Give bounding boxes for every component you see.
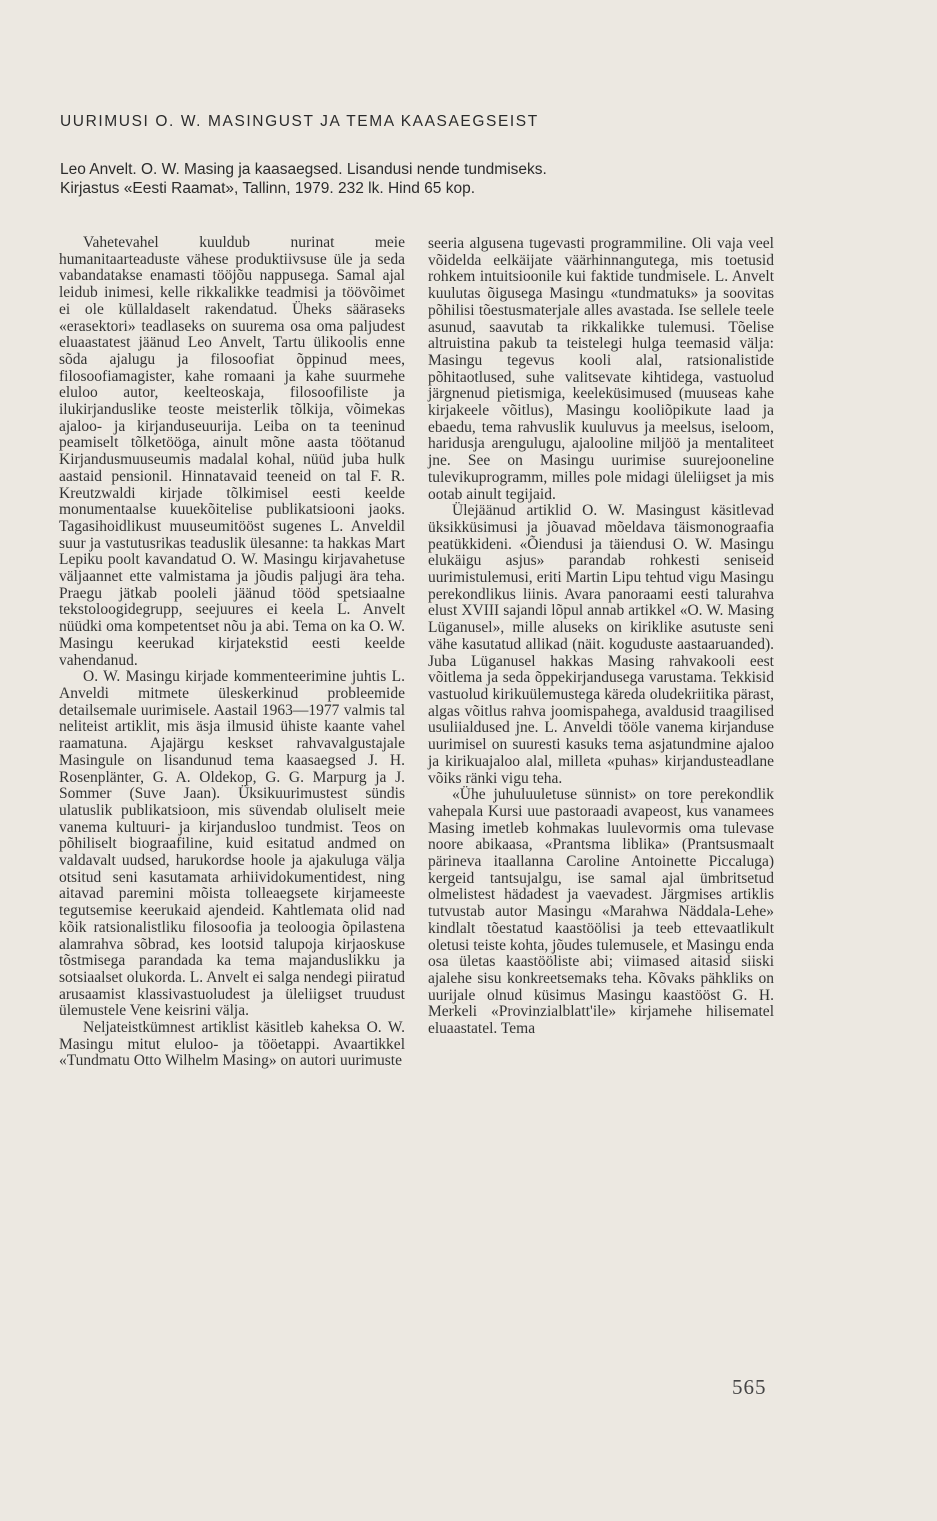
paragraph: Ülejäänud artiklid O. W. Masingust käsitlevad üksikküsimusi ja jõuavad mõeldava täismonograafia peatükkideni. «Õiendusi ja täiendusi O. W. Masingu elukäigu asjus» parandab rohkesti seniseid uurimistulemusi, eriti Martin Lipu tehtud vigu Masingu perekondlikus liinis. Avara panoraami eesti talurahva elust XVIII sajandi lõpul annab artikkel «O. W. Masing Lüganusel», mille aluseks on kiriklike asutuste seni vähe kasutatud allikad (näit. koguduste aastaaruanded). Juba Lüganusel hakkas Masing rahvakooli eest võitlema ja seda õppekirjandusega varustama. Tekkisid vastuolud kirikuülemustega käreda oludekriitika pärast, algas võitlus rahva joomispahega, avaldusid traagilised usuliialdused jne. L. Anveldi tööle vanema kirjanduse uurimisel on suuresti kasuks tema asjatundmine ajaloo ja kirikuajaloo alal, milleta «puhas» kirjandusteadlane võiks ränki vigu teha. — [428, 502, 774, 787]
paragraph: «Ühe juhuluuletuse sünnist» on tore perekondlik vahepala Kursi uue pastoraadi avapeost, kus vanamees Masing imetleb kohmakas luulevormis oma tulevase noore abikaasa, «Prantsma liblika» (Prantsusmaalt pärineva itaallanna Caroline Antoinette Piccaluga) kergeid tantsujalgu, ise samal ajal ümbritsetud olmelistest hädadest ja vaevadest. Järgmises artiklis tutvustab autor Masingu «Marahwa Näddala-Lehe» kindlalt tõestatud kaastöölisi ja teeb ettevaatlikult oletusi teiste kohta, jõudes tulemusele, et Masingu enda osa ületas kaastööliste abi; viimased aitasid siiski ajalehe sisu konkreetsemaks teha. Kõvaks pähkliks on uurijale olnud küsimus Masingu kaastööst G. H. Merkeli «Provinzialblatt'ile» kirjamehe hilisematel eluaastatel. Tema — [428, 786, 774, 1038]
paragraph: Neljateistkümnest artiklist käsitleb kaheksa O. W. Masingu mitut eluloo- ja tööetappi. Avaartikkel «Tundmatu Otto Wilhelm Masing» on autori uurimuste — [59, 1019, 405, 1070]
right-column — [428, 236, 774, 1038]
left-column — [59, 235, 405, 1070]
paragraph: O. W. Masingu kirjade kommenteerimine juhtis L. Anveldi mitmete üleskerkinud probleemide detailsemale uurimisele. Aastail 1963—1977 valmis tal neliteist artiklit, mis äsja ilmusid ühiste kaante vahel raamatuna. Ajajärgu keskset rahvavalgustajale Masingule on lisandunud tema kaasaegsed J. H. Rosenplänter, G. A. Oldekop, G. G. Marpurg ja J. Sommer (Suve Jaan). Üksikuurimustest sündis ulatuslik publikatsioon, mis süvendab oluliselt meie vanema kultuuri- ja kirjandusloo tundmist. Teos on põhiliselt biograafiline, kuid esitatud andmed on valdavalt uudsed, harukordse hoole ja ajakuluga välja otsitud seni kasutamata arhiividokumentidest, ning aitavad paremini mõista tolleaegsete kirjameeste tegutsemise keerukaid ajendeid. Kahtlemata olid nad kõik ratsionalistliku filosoofia ja teoloogia õpilastena alamrahva sõbrad, kes lootsid talupoja kirjaoskuse tõstmisega parandada ka tema majanduslikku ja sotsiaalset olukorda. L. Anvelt ei salga nendegi piiratud arusaamist klassivastuoludest ja üleliigset truudust ülemustele Vene keisrini välja. — [59, 668, 405, 1020]
citation-line: Leo Anvelt. O. W. Masing ja kaasaegsed. Lisandusi nende tundmiseks. — [60, 161, 547, 178]
section-header: UURIMUSI O. W. MASINGUST JA TEMA KAASAEGSEIST — [60, 113, 539, 130]
paragraph: Vahetevahel kuuldub nurinat meie humanitaarteaduste vähese produktiivsuse üle ja seda vabandatakse enamasti tööjõu nappusega. Samal ajal leidub inimesi, kelle rikkalikke teadmisi ja töövõimet ei ole küllaldaselt rakendatud. Üheks sääraseks «erasektori» teadlaseks on suurema osa oma paljudest eluaastatest jäänud Leo Anvelt, Tartu ülikoolis enne sõda ajalugu ja filosoofiat õppinud mees, filosoofiamagister, kahe romaani ja kahe suurmehe eluloo autor, keelteoskaja, filosoofiliste ja ilukirjanduslike teoste meisterlik tõlkija, võimekas ajaloo- ja kirjanduseuurija. Leiba on ta teeninud peamiselt tõlketööga, ainult mõne aasta töötanud Kirjandusmuuseumis madalal kohal, nüüd juba hulk aastaid pensionil. Hinnatavaid teeneid on tal F. R. Kreutzwaldi kirjade tõlkimisel eesti keelde monumentaalse kuuekõitelise publikatsiooni jaoks. Tagasihoidlikust muuseumitööst sugenes L. Anveldil suur ja vastutusrikas teaduslik ülesanne: ta hakkas Mart Lepiku poolt kavandatud O. W. Masingu kirjavahetuse väljaannet ette valmistama ja jõudis paljugi ära teha. Praegu jätkab pooleli jäänud tööd spetsiaalne tekstoloogidegrupp, seejuures ei keela L. Anvelt nüüdki oma kompetentset nõu ja abi. Tema on ka O. W. Masingu keerukad kirjatekstid eesti keelde vahendanud. — [59, 234, 405, 669]
page-number: 565 — [732, 1375, 767, 1399]
paragraph: seeria algusena tugevasti programmiline. Oli vaja veel võidelda eelkäijate väärhinnangutega, mis toetusid rohkem intuitsioonile kui faktide tundmisele. L. Anvelt kuulutas õigusega Masingu «tundmatuks» ja soovitas põhilisi tõestusmaterjale alles avastada. Ise sellele teele asunud, saavutab ta rikkalikke tulemusi. Tõelise altruistina pakub ta teistelegi hulga teemasid välja: Masingu tegevus kooli alal, ratsionalistide põhitaotlused, suhe valitsevate kihtidega, vastuolud järgnenud pietismiga, keeleküsimused (muuseas kahe kirjakeele võitlus), Masingu kooliõpikute laad ja ebaedu, tema rahvuslik kuuluvus ja meelsus, iseloom, haridusja arengulugu, ajalooline miljöö ja mentaliteet jne. See on Masingu uurimise suurejooneline tulevikuprogramm, milles pole midagi üleliigset ja mis ootab ainult tegijaid. — [428, 235, 774, 503]
citation-line: Kirjastus «Eesti Raamat», Tallinn, 1979. 232 lk. Hind 65 kop. — [60, 180, 476, 197]
book-citation — [60, 160, 547, 198]
